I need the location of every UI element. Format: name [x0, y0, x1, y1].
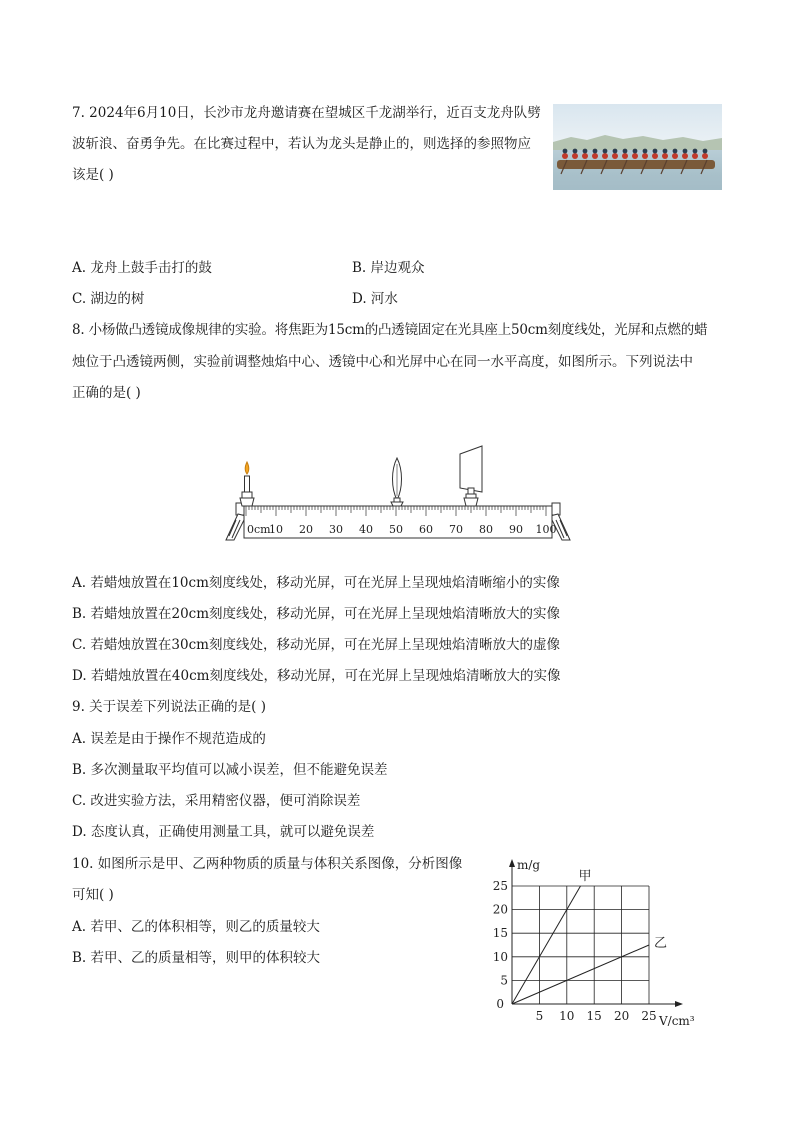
series-line-jia [512, 886, 581, 1004]
q10-option-b: B. 若甲、乙的质量相等，则甲的体积较大 [72, 950, 321, 966]
q7-line1: 7. 2024年6月10日，长沙市龙舟邀请赛在望城区千龙湖举行，近百支龙舟队劈 [72, 105, 541, 121]
ruler-label: 70 [449, 523, 463, 536]
q8-line1: 8. 小杨做凸透镜成像规律的实验。将焦距为15cm的凸透镜固定在光具座上50cm刻度线处，光屏和点燃的蜡 [72, 322, 708, 338]
q9-option-c: C. 改进实验方法，采用精密仪器，便可消除误差 [72, 793, 361, 809]
q8-line3: 正确的是( ) [72, 385, 141, 401]
q8-option-b: B. 若蜡烛放置在20cm刻度线处，移动光屏，可在光屏上呈现烛焰清晰放大的实像 [72, 606, 561, 622]
y-tick-label: 25 [492, 879, 508, 893]
series-label-jia: 甲 [578, 869, 592, 884]
ruler-label: 20 [299, 523, 313, 536]
q9-stem: 9. 关于误差下列说法正确的是( ) [72, 699, 266, 715]
x-tick-label: 20 [613, 1009, 630, 1023]
ruler-label: 10 [269, 523, 283, 536]
q10-option-a: A. 若甲、乙的体积相等，则乙的质量较大 [72, 919, 320, 935]
q7-line2: 波斩浪、奋勇争先。在比赛过程中，若认为龙头是静止的，则选择的参照物应 [72, 136, 531, 152]
ruler-label: 60 [419, 523, 433, 536]
y-tick-label: 5 [500, 973, 508, 988]
q7-option-d: D. 河水 [352, 291, 398, 307]
q7-option-c: C. 湖边的树 [72, 291, 145, 307]
y-tick-label: 10 [492, 949, 508, 964]
dragon-boat-photo [553, 104, 722, 190]
series-label-yi: 乙 [654, 936, 668, 951]
q7-option-b: B. 岸边观众 [352, 260, 425, 276]
x-tick-label: 25 [641, 1009, 657, 1023]
q8-option-d: D. 若蜡烛放置在40cm刻度线处，移动光屏，可在光屏上呈现烛焰清晰放大的实像 [72, 668, 561, 684]
y-tick-label: 20 [492, 902, 508, 917]
q7-option-a: A. 龙舟上鼓手击打的鼓 [72, 260, 212, 276]
origin-label: 0 [496, 997, 504, 1011]
q7-line3: 该是( ) [72, 167, 114, 183]
ruler-label: 40 [359, 523, 373, 536]
series-line-yi [512, 945, 649, 1004]
q8-line2: 烛位于凸透镜两侧，实验前调整烛焰中心、透镜中心和光屏中心在同一水平高度，如图所示。下列说法中 [72, 354, 693, 370]
optical-bench-figure [220, 440, 580, 550]
x-axis-label: V/cm³ [659, 1014, 695, 1028]
chart-labels [493, 858, 695, 1028]
light-screen [460, 446, 482, 506]
q10-line2: 可知( ) [72, 887, 114, 903]
convex-lens [391, 458, 403, 506]
x-tick-label: 10 [559, 1009, 575, 1023]
y-tick-label: 15 [492, 926, 508, 941]
y-axis-label: m/g [517, 858, 541, 872]
q9-option-d: D. 态度认真，正确使用测量工具，就可以避免误差 [72, 824, 375, 840]
q9-option-b: B. 多次测量取平均值可以减小误差，但不能避免误差 [72, 762, 388, 778]
ruler-label: 80 [479, 523, 493, 536]
ruler-label: 50 [389, 523, 403, 536]
mass-volume-chart [490, 855, 710, 1030]
x-tick-label: 15 [586, 1009, 602, 1023]
ruler-label: 0cm [247, 523, 271, 536]
ruler-label: 100 [535, 523, 557, 536]
q9-option-a: A. 误差是由于操作不规范造成的 [72, 731, 266, 747]
x-axis-arrow [675, 1001, 683, 1007]
q10-line1: 10. 如图所示是甲、乙两种物质的质量与体积关系图像，分析图像 [72, 856, 463, 872]
chart-grid [512, 886, 649, 1004]
left-stand [226, 503, 246, 540]
x-tick-label: 5 [535, 1009, 544, 1023]
q8-option-a: A. 若蜡烛放置在10cm刻度线处，移动光屏，可在光屏上呈现烛焰清晰缩小的实像 [72, 575, 560, 591]
candle [240, 462, 254, 506]
y-axis-arrow [509, 859, 515, 867]
ruler-label: 30 [329, 523, 343, 536]
q8-option-c: C. 若蜡烛放置在30cm刻度线处，移动光屏，可在光屏上呈现烛焰清晰放大的虚像 [72, 637, 560, 653]
ruler-label: 90 [509, 523, 523, 536]
chart-series [512, 886, 649, 1004]
